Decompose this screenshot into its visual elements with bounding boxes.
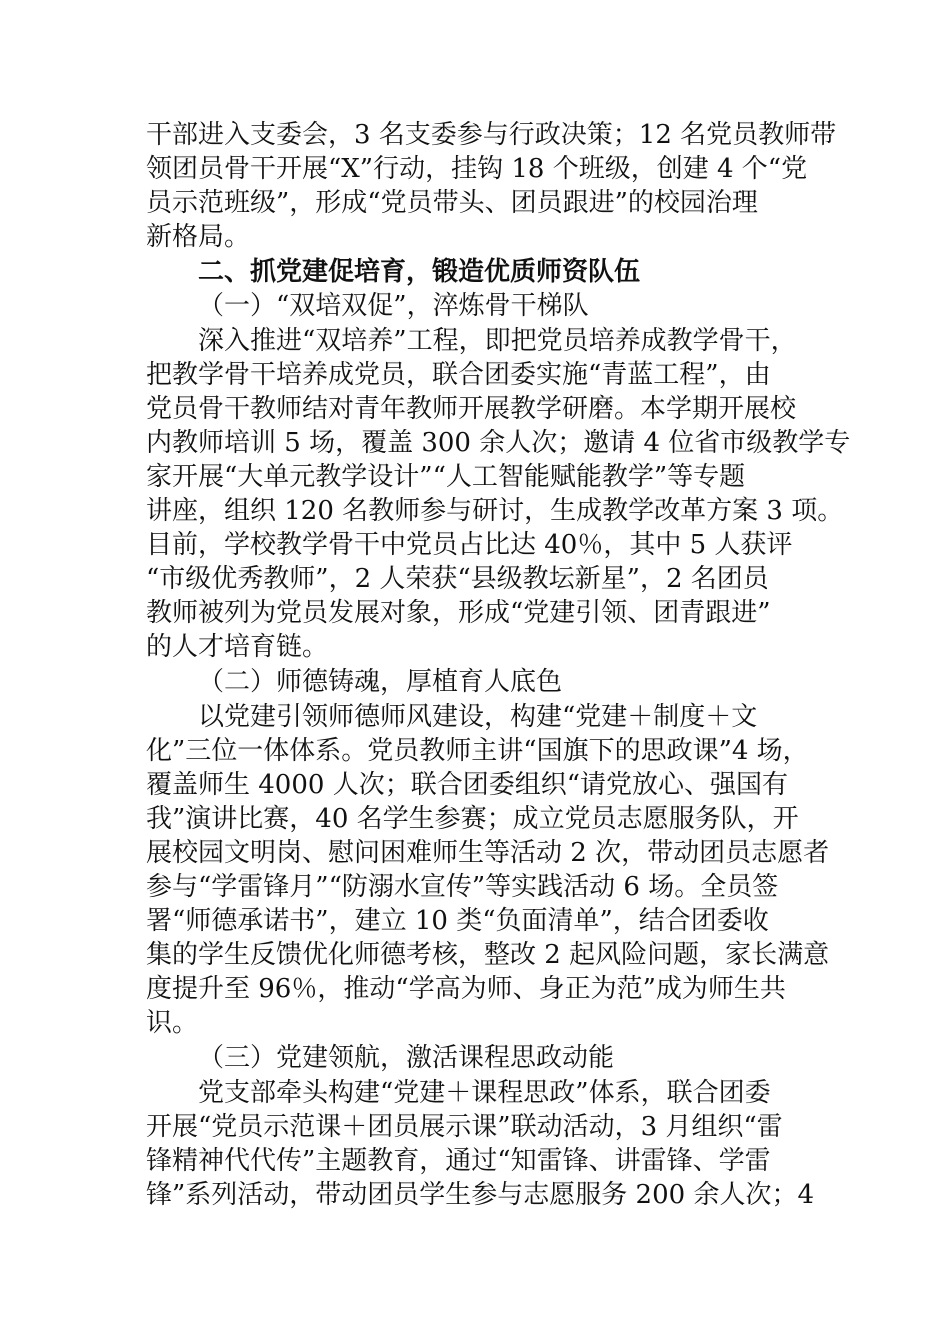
body-line: 把教学骨干培养成党员，联合团委实施“青蓝工程”，由 [146,360,771,390]
body-line: 家开展“大单元教学设计”“人工智能赋能教学”等专题 [146,462,746,492]
body-line: 讲座，组织 120 名教师参与研讨，生成教学改革方案 3 项。 [146,496,844,526]
body-line: 新格局。 [146,222,251,252]
body-line: 集的学生反馈优化师德考核，整改 2 起风险问题，家长满意 [146,940,830,970]
subsection-heading: （三）党建领航，激活课程思政动能 [198,1043,615,1073]
body-line: 化”三位一体体系。党员教师主讲“国旗下的思政课”4 场， [146,736,809,766]
body-line: 的人才培育链。 [146,632,329,662]
body-line: 党员骨干教师结对青年教师开展教学研磨。本学期开展校 [146,394,797,424]
body-line: 参与“学雷锋月”“防溺水宣传”等实践活动 6 场。全员签 [146,872,779,902]
body-line: 覆盖师生 4000 人次；联合团委组织“请党放心、强国有 [146,770,788,800]
body-line: 党支部牵头构建“党建＋课程思政”体系，联合团委 [198,1078,771,1108]
body-line: 内教师培训 5 场，覆盖 300 余人次；邀请 4 位省市级教学专 [146,428,851,458]
body-line: 领团员骨干开展“X”行动，挂钩 18 个班级，创建 4 个“党 [146,154,808,184]
body-line: 署“师德承诺书”，建立 10 类“负面清单”，结合团委收 [146,906,769,936]
body-line: 目前，学校教学骨干中党员占比达 40％，其中 5 人获评 [146,530,793,560]
body-line: 以党建引领师德师风建设，构建“党建＋制度＋文 [198,702,758,732]
body-line: 度提升至 96％，推动“学高为师、身正为范”成为师生共 [146,974,786,1004]
body-line: 开展“党员示范课＋团员展示课”联动活动，3 月组织“雷 [146,1112,783,1142]
body-line: 识。 [146,1008,199,1038]
subsection-heading: （二）师德铸魂，厚植育人底色 [198,667,563,697]
subsection-heading: （一）“双培双促”，淬炼骨干梯队 [198,291,589,321]
body-line: 教师被列为党员发展对象，形成“党建引领、团青跟进” [146,598,771,628]
body-line: “市级优秀教师”，2 人荣获“县级教坛新星”，2 名团员 [146,564,769,594]
body-line: 深入推进“双培养”工程，即把党员培养成教学骨干， [198,326,797,356]
section-heading: 二、抓党建促培育，锻造优质师资队伍 [198,257,641,287]
body-line: 我”演讲比赛，40 名学生参赛；成立党员志愿服务队，开 [146,804,799,834]
body-line: 展校园文明岗、慰问困难师生等活动 2 次，带动团员志愿者 [146,838,830,868]
body-line: 锋”系列活动，带动团员学生参与志愿服务 200 余人次；4 [146,1180,814,1210]
body-line: 锋精神代代传”主题教育，通过“知雷锋、讲雷锋、学雷 [146,1146,771,1176]
body-line: 员示范班级”，形成“党员带头、团员跟进”的校园治理 [146,188,758,218]
body-line: 干部进入支委会，3 名支委参与行政决策；12 名党员教师带 [146,120,837,150]
